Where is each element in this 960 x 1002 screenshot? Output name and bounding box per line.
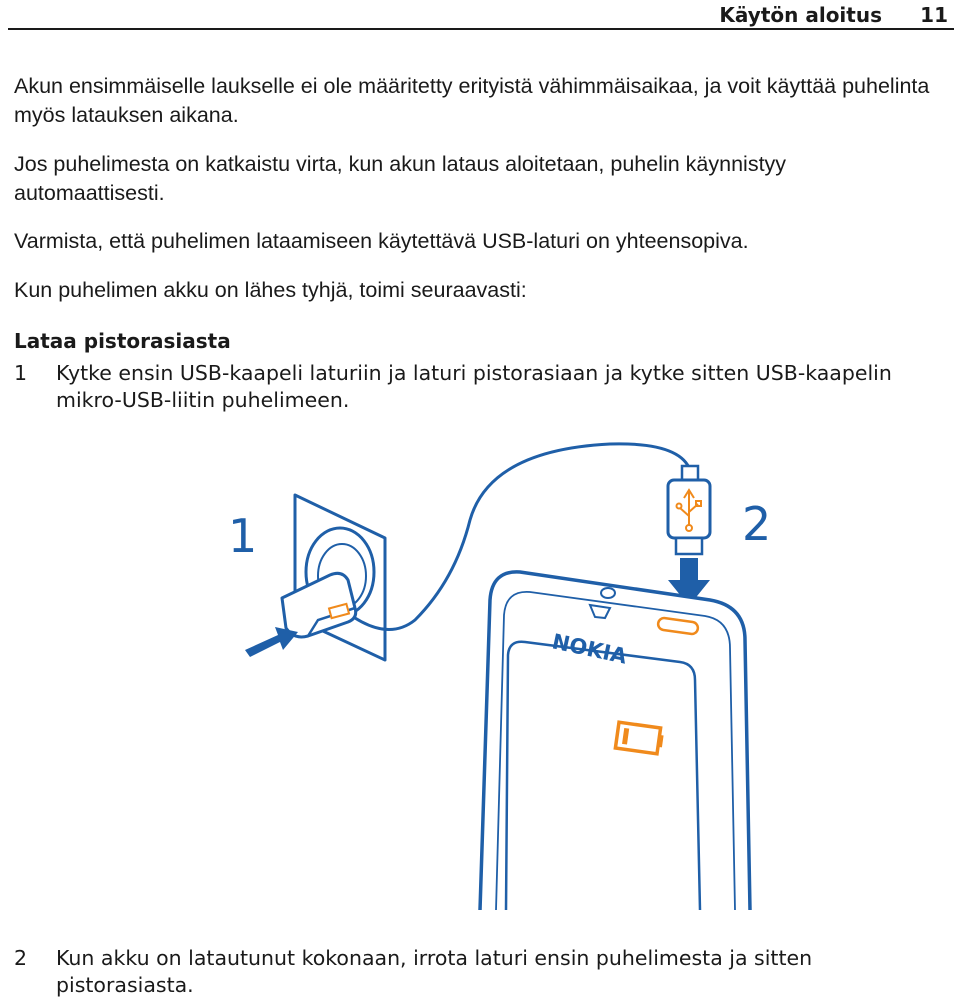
step-item-1 xyxy=(14,360,949,414)
step-text: Kytke ensin USB-kaapeli laturiin ja laturi pistorasiaan ja kytke sitten USB-kaapelin mikro-USB-liitin puhelimeen. xyxy=(56,361,892,412)
step-number: 2 xyxy=(14,946,28,970)
step-item-2 xyxy=(14,945,949,999)
section-title: Käytön aloitus xyxy=(719,3,882,27)
step-number: 1 xyxy=(14,361,28,385)
callout-1: 1 xyxy=(228,509,258,563)
callout-2: 2 xyxy=(742,497,772,551)
header-divider xyxy=(8,28,954,30)
page-header xyxy=(0,0,960,30)
paragraph-instructions-intro: Kun puhelimen akku on lähes tyhjä, toimi seuraavasti: xyxy=(14,278,527,302)
step-text: Kun akku on latautunut kokonaan, irrota laturi ensin puhelimesta ja sitten pistorasiasta. xyxy=(56,946,813,997)
usb-connector-icon xyxy=(668,466,710,554)
section-heading: Lataa pistorasiasta xyxy=(14,329,231,353)
battery-empty-icon xyxy=(615,722,663,754)
arrow-icon xyxy=(245,627,298,657)
brand-logo: NOKIA xyxy=(549,629,630,669)
phone-illustration xyxy=(480,572,750,910)
charging-illustration xyxy=(190,440,810,910)
page-number: 11 xyxy=(920,3,948,27)
paragraph-compatible-charger: Varmista, että puhelimen lataamiseen käytettävä USB-laturi on yhteensopiva. xyxy=(14,229,749,253)
paragraph-first-charge: Akun ensimmäiselle laukselle ei ole määritetty erityistä vähimmäisaikaa, ja voit käyttää puhelinta myös latauksen aikana. xyxy=(14,74,930,127)
paragraph-auto-start: Jos puhelimesta on katkaistu virta, kun akun lataus aloitetaan, puhelin käynnistyy automaattisesti. xyxy=(14,152,787,205)
